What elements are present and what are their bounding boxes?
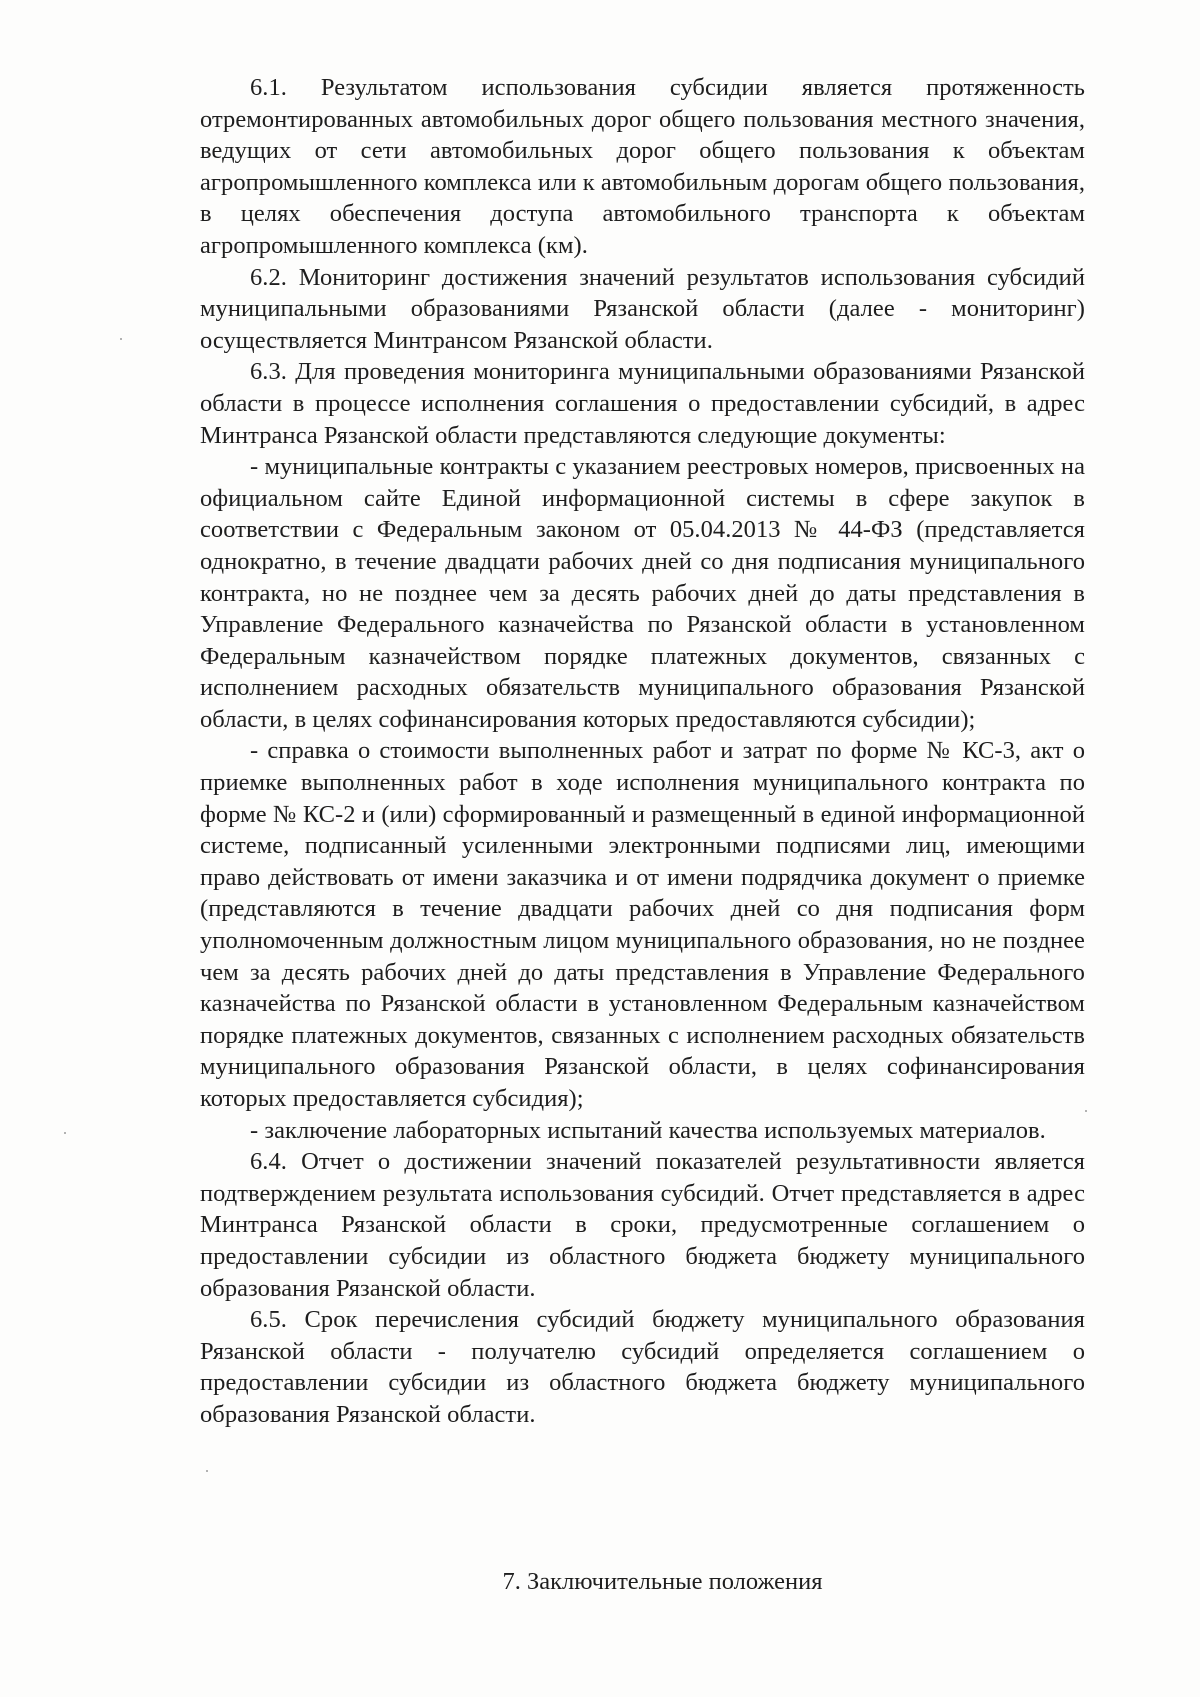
scan-speck (1085, 1110, 1087, 1112)
list-item-lab-tests: - заключение лабораторных испытаний качества используемых материалов. (250, 1116, 1046, 1144)
paragraph-6-1: 6.1. Результатом использования субсидии является протяженность отремонтированных автомобильных дорог общего пользования местного значения, ведущих от сети автомобильных дорог общего пользования к объектам агропромышленного комплекса или к автомобильным дорогам общего пользования, в целях обеспечения доступа автомобильного транспорта к объектам агропромышленного комплекса (км). (200, 74, 1085, 259)
scan-speck (64, 1132, 66, 1134)
document-body (200, 72, 1085, 1431)
scan-speck (206, 1470, 208, 1472)
list-item-ks3-reference: - справка о стоимости выполненных работ и затрат по форме № КС-3, акт о приемке выполненных работ в ходе исполнения муниципального контракта по форме № КС-2 и (или) сформированный и размещенный в единой информационной системе, подписанный усиленными электронными подписями лиц, имеющими право действовать от имени заказчика и от имени подрядчика документ о приемке (представляются в течение двадцати рабочих дней со дня подписания форм уполномоченным должностным лицом муниципального образования, но не позднее чем за десять рабочих дней до даты представления в Управление Федерального казначейства по Рязанской области в установленном Федеральным казначейством порядке платежных документов, связанных с исполнением расходных обязательств муниципального образования Рязанской области, в целях софинансирования которых предоставляется субсидия); (200, 737, 1085, 1112)
paragraph-6-5: 6.5. Срок перечисления субсидий бюджету муниципального образования Рязанской области - получателю субсидий определяется соглашением о предоставлении субсидии из областного бюджета бюджету муниципального образования Рязанской области. (200, 1306, 1085, 1428)
paragraph-6-4: 6.4. Отчет о достижении значений показателей результативности является подтверждением результата использования субсидий. Отчет представляется в адрес Минтранса Рязанской области в сроки, предусмотренные соглашением о предоставлении субсидии из областного бюджета бюджету муниципального образования Рязанской области. (200, 1148, 1085, 1302)
paragraph-6-3: 6.3. Для проведения мониторинга муниципальными образованиями Рязанской области в процессе исполнения соглашения о предоставлении субсидий, в адрес Минтранса Рязанской области представляются следующие документы: (200, 358, 1085, 449)
scan-speck (120, 338, 122, 340)
section-heading: 7. Заключительные положения (502, 1568, 823, 1595)
list-item-contracts: - муниципальные контракты с указанием реестровых номеров, присвоенных на официальном сайте Единой информационной системы в сфере закупок в соответствии с Федеральным законом от 05.04.2013 № 44-ФЗ (представляется однократно, в течение двадцати рабочих дней со дня подписания муниципального контракта, но не позднее чем за десять рабочих дней до даты представления в Управление Федерального казначейства по Рязанской области в установленном Федеральным казначейством порядке платежных документов, связанных с исполнением расходных обязательств муниципального образования Рязанской области, в целях софинансирования которых предоставляются субсидии); (200, 453, 1085, 733)
paragraph-6-2: 6.2. Мониторинг достижения значений результатов использования субсидий муниципальными образованиями Рязанской области (далее - мониторинг) осуществляется Минтрансом Рязанской области. (200, 263, 1085, 354)
